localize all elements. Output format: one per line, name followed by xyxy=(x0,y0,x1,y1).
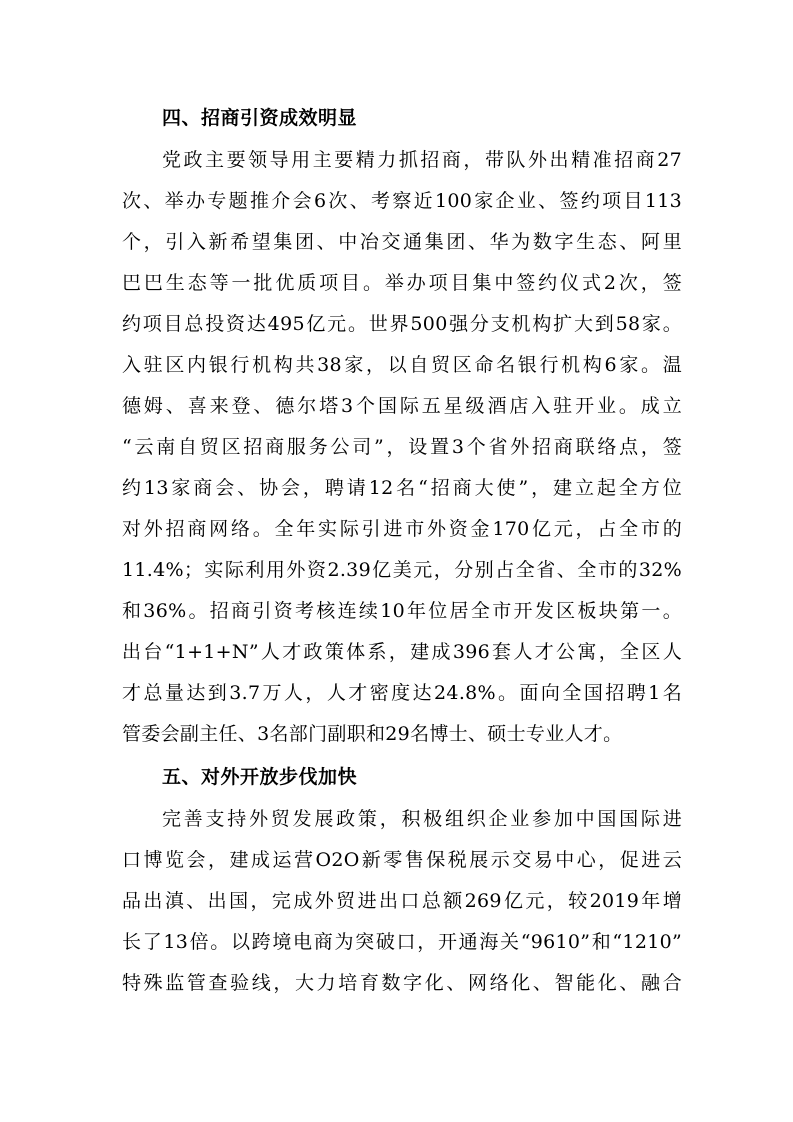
paragraph-line: 党政主要领导用主要精力抓招商，带队外出精准招商27 xyxy=(162,149,682,171)
paragraph-line: 约13家商会、协会，聘请12名“招商大使”，建立起全方位 xyxy=(122,477,682,499)
section-opening-up xyxy=(122,755,682,1004)
paragraph-line: 入驻区内银行机构共38家，以自贸区命名银行机构6家。温 xyxy=(122,354,682,376)
paragraph-line: 特殊监管查验线，大力培育数字化、网络化、智能化、融合 xyxy=(122,972,682,994)
paragraph-line: 和36%。招商引资考核连续10年位居全市开发区板块第一。 xyxy=(122,600,682,622)
paragraph-line: 管委会副主任、3名部门副职和29名博士、硕士专业人才。 xyxy=(122,723,623,745)
paragraph-line: 巴巴生态等一批优质项目。举办项目集中签约仪式2次，签 xyxy=(122,272,682,294)
document-body xyxy=(122,96,682,1004)
paragraph-line: 出台“1+1+N”人才政策体系，建成396套人才公寓，全区人 xyxy=(122,641,682,663)
section-heading: 五、对外开放步伐加快 xyxy=(162,766,358,788)
paragraph-line: 长了13倍。以跨境电商为突破口，开通海关“9610”和“1210” xyxy=(122,931,682,953)
section-paragraph xyxy=(122,799,682,1004)
paragraph-line: 才总量达到3.7万人，人才密度达24.8%。面向全国招聘1名 xyxy=(122,682,682,704)
paragraph-line: 个，引入新希望集团、中冶交通集团、华为数字生态、阿里 xyxy=(122,231,682,253)
paragraph-line: 德姆、喜来登、德尔塔3个国际五星级酒店入驻开业。成立 xyxy=(122,395,682,417)
section-paragraph xyxy=(122,140,682,755)
paragraph-line: “云南自贸区招商服务公司”，设置3个省外招商联络点，签 xyxy=(122,436,682,458)
paragraph-line: 次、举办专题推介会6次、考察近100家企业、签约项目113 xyxy=(122,190,682,212)
paragraph-line: 约项目总投资达495亿元。世界500强分支机构扩大到58家。 xyxy=(122,313,682,335)
paragraph-line: 品出滇、出国，完成外贸进出口总额269亿元，较2019年增 xyxy=(122,890,682,912)
paragraph-line: 11.4%；实际利用外资2.39亿美元，分别占全省、全市的32% xyxy=(122,559,682,581)
paragraph-line: 对外招商网络。全年实际引进市外资金170亿元，占全市的 xyxy=(122,518,682,540)
section-investment xyxy=(122,96,682,755)
section-heading: 四、招商引资成效明显 xyxy=(162,107,358,129)
paragraph-line: 完善支持外贸发展政策，积极组织企业参加中国国际进 xyxy=(162,808,682,830)
paragraph-line: 口博览会，建成运营O2O新零售保税展示交易中心，促进云 xyxy=(122,849,682,871)
